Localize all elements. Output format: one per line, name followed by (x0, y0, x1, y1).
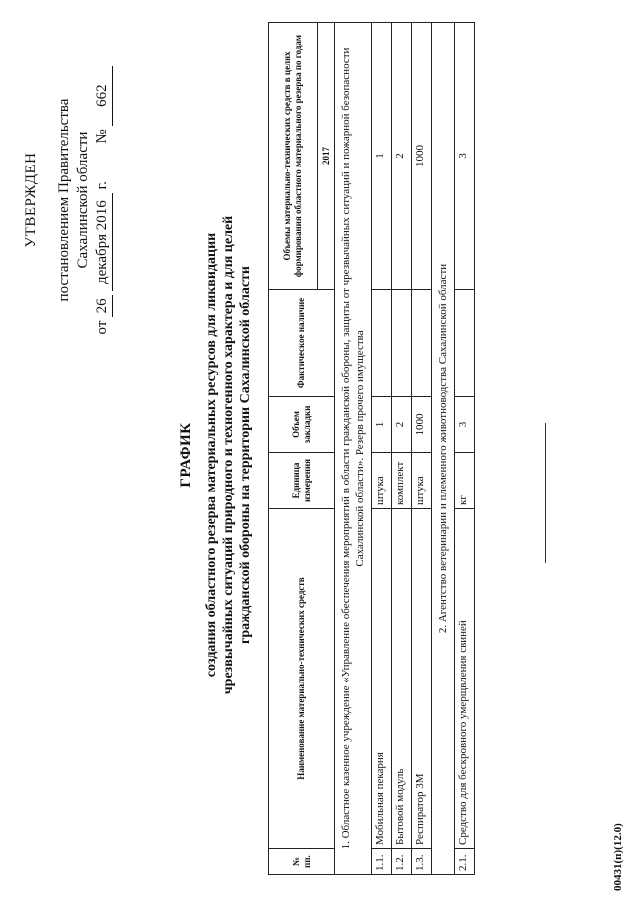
row-unit: комплект (392, 453, 412, 509)
header-actual: Фактическое наличие (269, 290, 335, 397)
section-title: 2. Агентство ветеринарии и племенного животноводства Сахалинской области (432, 23, 455, 875)
row-name: Средство для бескровного умерщвления свиней (455, 509, 475, 849)
row-volume: 1 (372, 397, 392, 453)
schedule-table (268, 22, 475, 875)
approval-line-1: постановлением Правительства (56, 98, 72, 302)
header-year-2017: 2017 (318, 23, 335, 290)
row-name: Бытовой модуль (392, 509, 412, 849)
header-name: Наименование материально-технических средств (269, 509, 335, 849)
row-2017: 1000 (412, 23, 432, 290)
title-line-1: создания областного резерва материальных ресурсов для ликвидации (204, 232, 219, 678)
title-main: ГРАФИК (178, 422, 194, 488)
row-num: 1.1. (372, 849, 392, 875)
section-row (335, 23, 372, 875)
row-actual (412, 290, 432, 397)
row-2017: 1 (372, 23, 392, 290)
closing-line (545, 423, 546, 563)
row-num: 1.2. (392, 849, 412, 875)
row-2017: 2 (392, 23, 412, 290)
section-title: 1. Областное казенное учреждение «Управление обеспечения мероприятий в области гражданской обороны, защиты от чрезвычайных ситуаций и пожарной безопасности Сахалинской области». Резерв прочего имущества (335, 23, 372, 875)
document-title (178, 155, 254, 755)
row-volume: 3 (455, 397, 475, 453)
header-plan: Объемы материально-технических средств в целях формирования областного материального резерва по годам (269, 23, 318, 290)
header-unit: Единица измерения (269, 453, 335, 509)
date-year-suffix: г. (94, 181, 110, 190)
title-line-2: чрезвычайных ситуаций природного и техногенного характера и для целей (221, 215, 236, 695)
row-volume: 1000 (412, 397, 432, 453)
row-unit: штука (372, 453, 392, 509)
title-line-3: гражданской обороны на территории Сахалинской области (238, 266, 253, 644)
row-num: 1.3. (412, 849, 432, 875)
section-row (432, 23, 455, 875)
table-header-row (269, 23, 318, 875)
date-month-year: декабря 2016 (93, 193, 113, 291)
table-row (392, 23, 412, 875)
header-num: № пп. (269, 849, 335, 875)
date-prefix: от (94, 320, 110, 335)
document-number: 662 (93, 66, 113, 126)
number-label: № (94, 129, 110, 144)
row-actual (455, 290, 475, 397)
row-name: Мобильная пекарня (372, 509, 392, 849)
table-row (372, 23, 392, 875)
header-volume: Объем закладки (269, 397, 335, 453)
row-volume: 2 (392, 397, 412, 453)
date-day: 26 (93, 295, 113, 317)
row-actual (392, 290, 412, 397)
row-num: 2.1. (455, 849, 475, 875)
document-code: 00431(п)(12.0) (612, 823, 624, 891)
approval-line-2: Сахалинской области (75, 131, 91, 269)
table-row (412, 23, 432, 875)
row-2017: 3 (455, 23, 475, 290)
approval-date-line (93, 50, 113, 350)
row-unit: штука (412, 453, 432, 509)
row-name: Респиратор 3М (412, 509, 432, 849)
table-row (455, 23, 475, 875)
approval-heading: УТВЕРЖДЕН (23, 152, 39, 248)
approval-stamp (22, 50, 113, 350)
row-actual (372, 290, 392, 397)
row-unit: кг (455, 453, 475, 509)
